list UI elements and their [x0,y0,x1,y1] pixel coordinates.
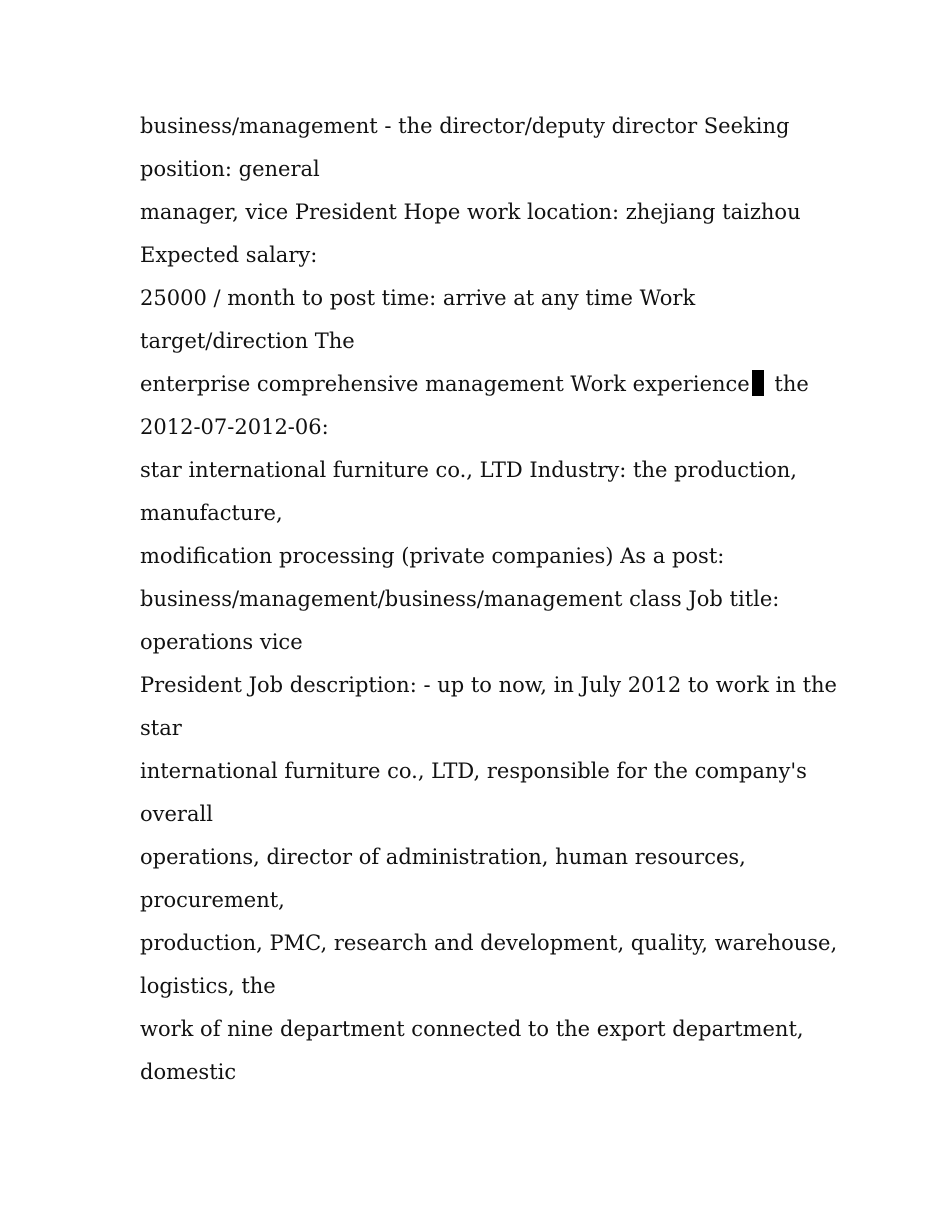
text-segment: the [767,372,809,396]
text-line: Expected salary: [140,243,318,267]
text-line: President Job description: - up to now, in July 2012 to work in the [140,673,837,697]
text-line: international furniture co., LTD, responsible for the company's [140,759,807,783]
text-line: business/management - the director/deputy director Seeking [140,114,790,138]
text-line: overall [140,802,213,826]
text-line: star international furniture co., LTD Industry: the production, [140,458,797,482]
redaction-mark [752,370,764,396]
text-line: production, PMC, research and development, quality, warehouse, [140,931,838,955]
text-line: position: general [140,157,320,181]
text-line: business/management/business/management class Job title: [140,587,780,611]
text-line: logistics, the [140,974,276,998]
text-line: operations, director of administration, human resources, [140,845,746,869]
text-line: operations vice [140,630,303,654]
text-line: 25000 / month to post time: arrive at any time Work [140,286,696,310]
text-line [140,363,820,406]
text-line: 2012-07-2012-06: [140,415,329,439]
text-line: star [140,716,182,740]
text-line: manager, vice President Hope work location: zhejiang taizhou [140,200,801,224]
document-body [140,105,838,1094]
text-line: work of nine department connected to the export department, [140,1017,804,1041]
text-line: procurement, [140,888,285,912]
text-line: target/direction The [140,329,355,353]
text-line: modification processing (private companies) As a post: [140,544,725,568]
text-segment: enterprise comprehensive management Work experience [140,372,750,396]
text-line: domestic [140,1060,237,1084]
text-line: manufacture, [140,501,283,525]
